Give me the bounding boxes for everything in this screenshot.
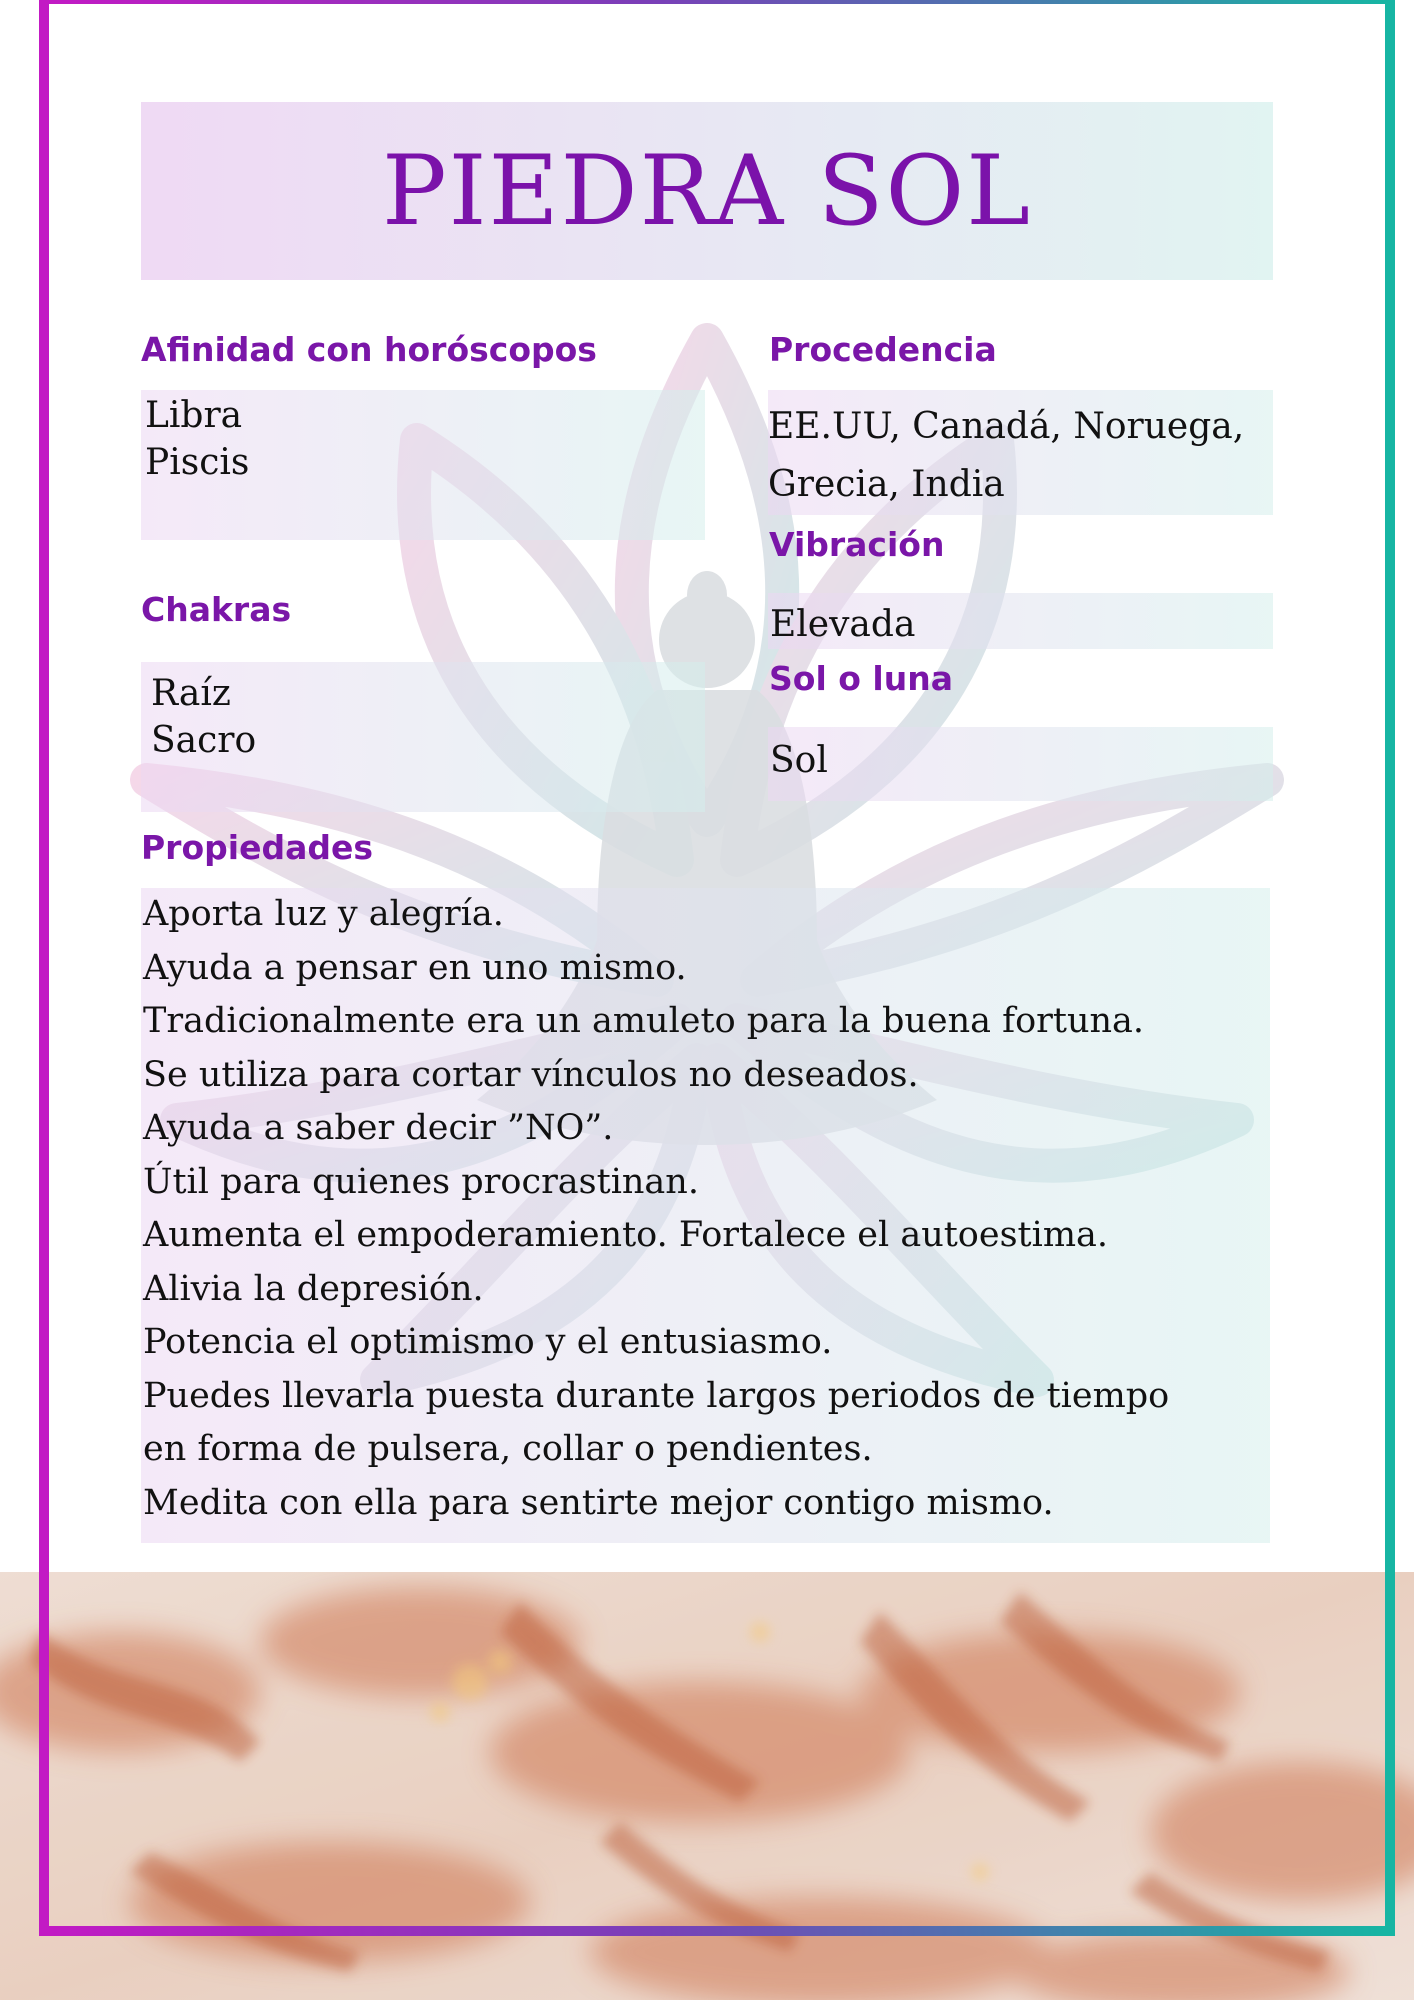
property-line: Tradicionalmente era un amuleto para la buena fortuna. (143, 1001, 1145, 1041)
chakras-label: Chakras (141, 590, 292, 629)
vibration-value: Elevada (770, 604, 916, 645)
property-line: Puedes llevarla puesta durante largos periodos de tiempo (143, 1375, 1170, 1416)
vibration-label: Vibración (769, 525, 945, 564)
chakra-value: Sacro (151, 720, 257, 761)
property-line: Aporta luz y alegría. (143, 894, 504, 934)
horoscope-label: Afinidad con horóscopos (141, 330, 597, 369)
property-line: en forma de pulsera, collar o pendientes. (143, 1429, 873, 1469)
property-line: Alivia la depresión. (143, 1268, 484, 1309)
horoscope-value: Piscis (145, 442, 250, 483)
sun-moon-value: Sol (770, 740, 828, 781)
sunstone-texture-image (0, 1572, 1414, 2000)
property-line: Potencia el optimismo y el entusiasmo. (143, 1322, 833, 1362)
property-line: Medita con ella para sentirte mejor contigo mismo. (143, 1482, 1054, 1523)
horoscope-values (141, 390, 705, 540)
chakra-value: Raíz (151, 673, 231, 714)
horoscope-value: Libra (145, 395, 243, 436)
property-line: Útil para quienes procrastinan. (143, 1161, 699, 1202)
property-line: Ayuda a pensar en uno mismo. (143, 947, 687, 988)
property-line: Se utiliza para cortar vínculos no deseados. (143, 1054, 919, 1095)
sun-moon-label: Sol o luna (769, 659, 953, 698)
origin-label: Procedencia (769, 330, 997, 369)
origin-line: Grecia, India (768, 464, 1005, 505)
page-title: PIEDRA SOL (382, 135, 1032, 247)
property-line: Aumenta el empoderamiento. Fortalece el autoestima. (143, 1215, 1108, 1255)
origin-values (768, 390, 1273, 515)
vibration-value-box (768, 593, 1273, 649)
properties-label: Propiedades (141, 828, 373, 867)
origin-line: EE.UU, Canadá, Noruega, (768, 406, 1245, 447)
properties-list (141, 888, 1270, 1543)
chakras-values (141, 662, 705, 812)
property-line: Ayuda a saber decir ”NO”. (143, 1108, 614, 1148)
sun-moon-value-box (768, 727, 1273, 801)
title-banner (141, 102, 1273, 280)
